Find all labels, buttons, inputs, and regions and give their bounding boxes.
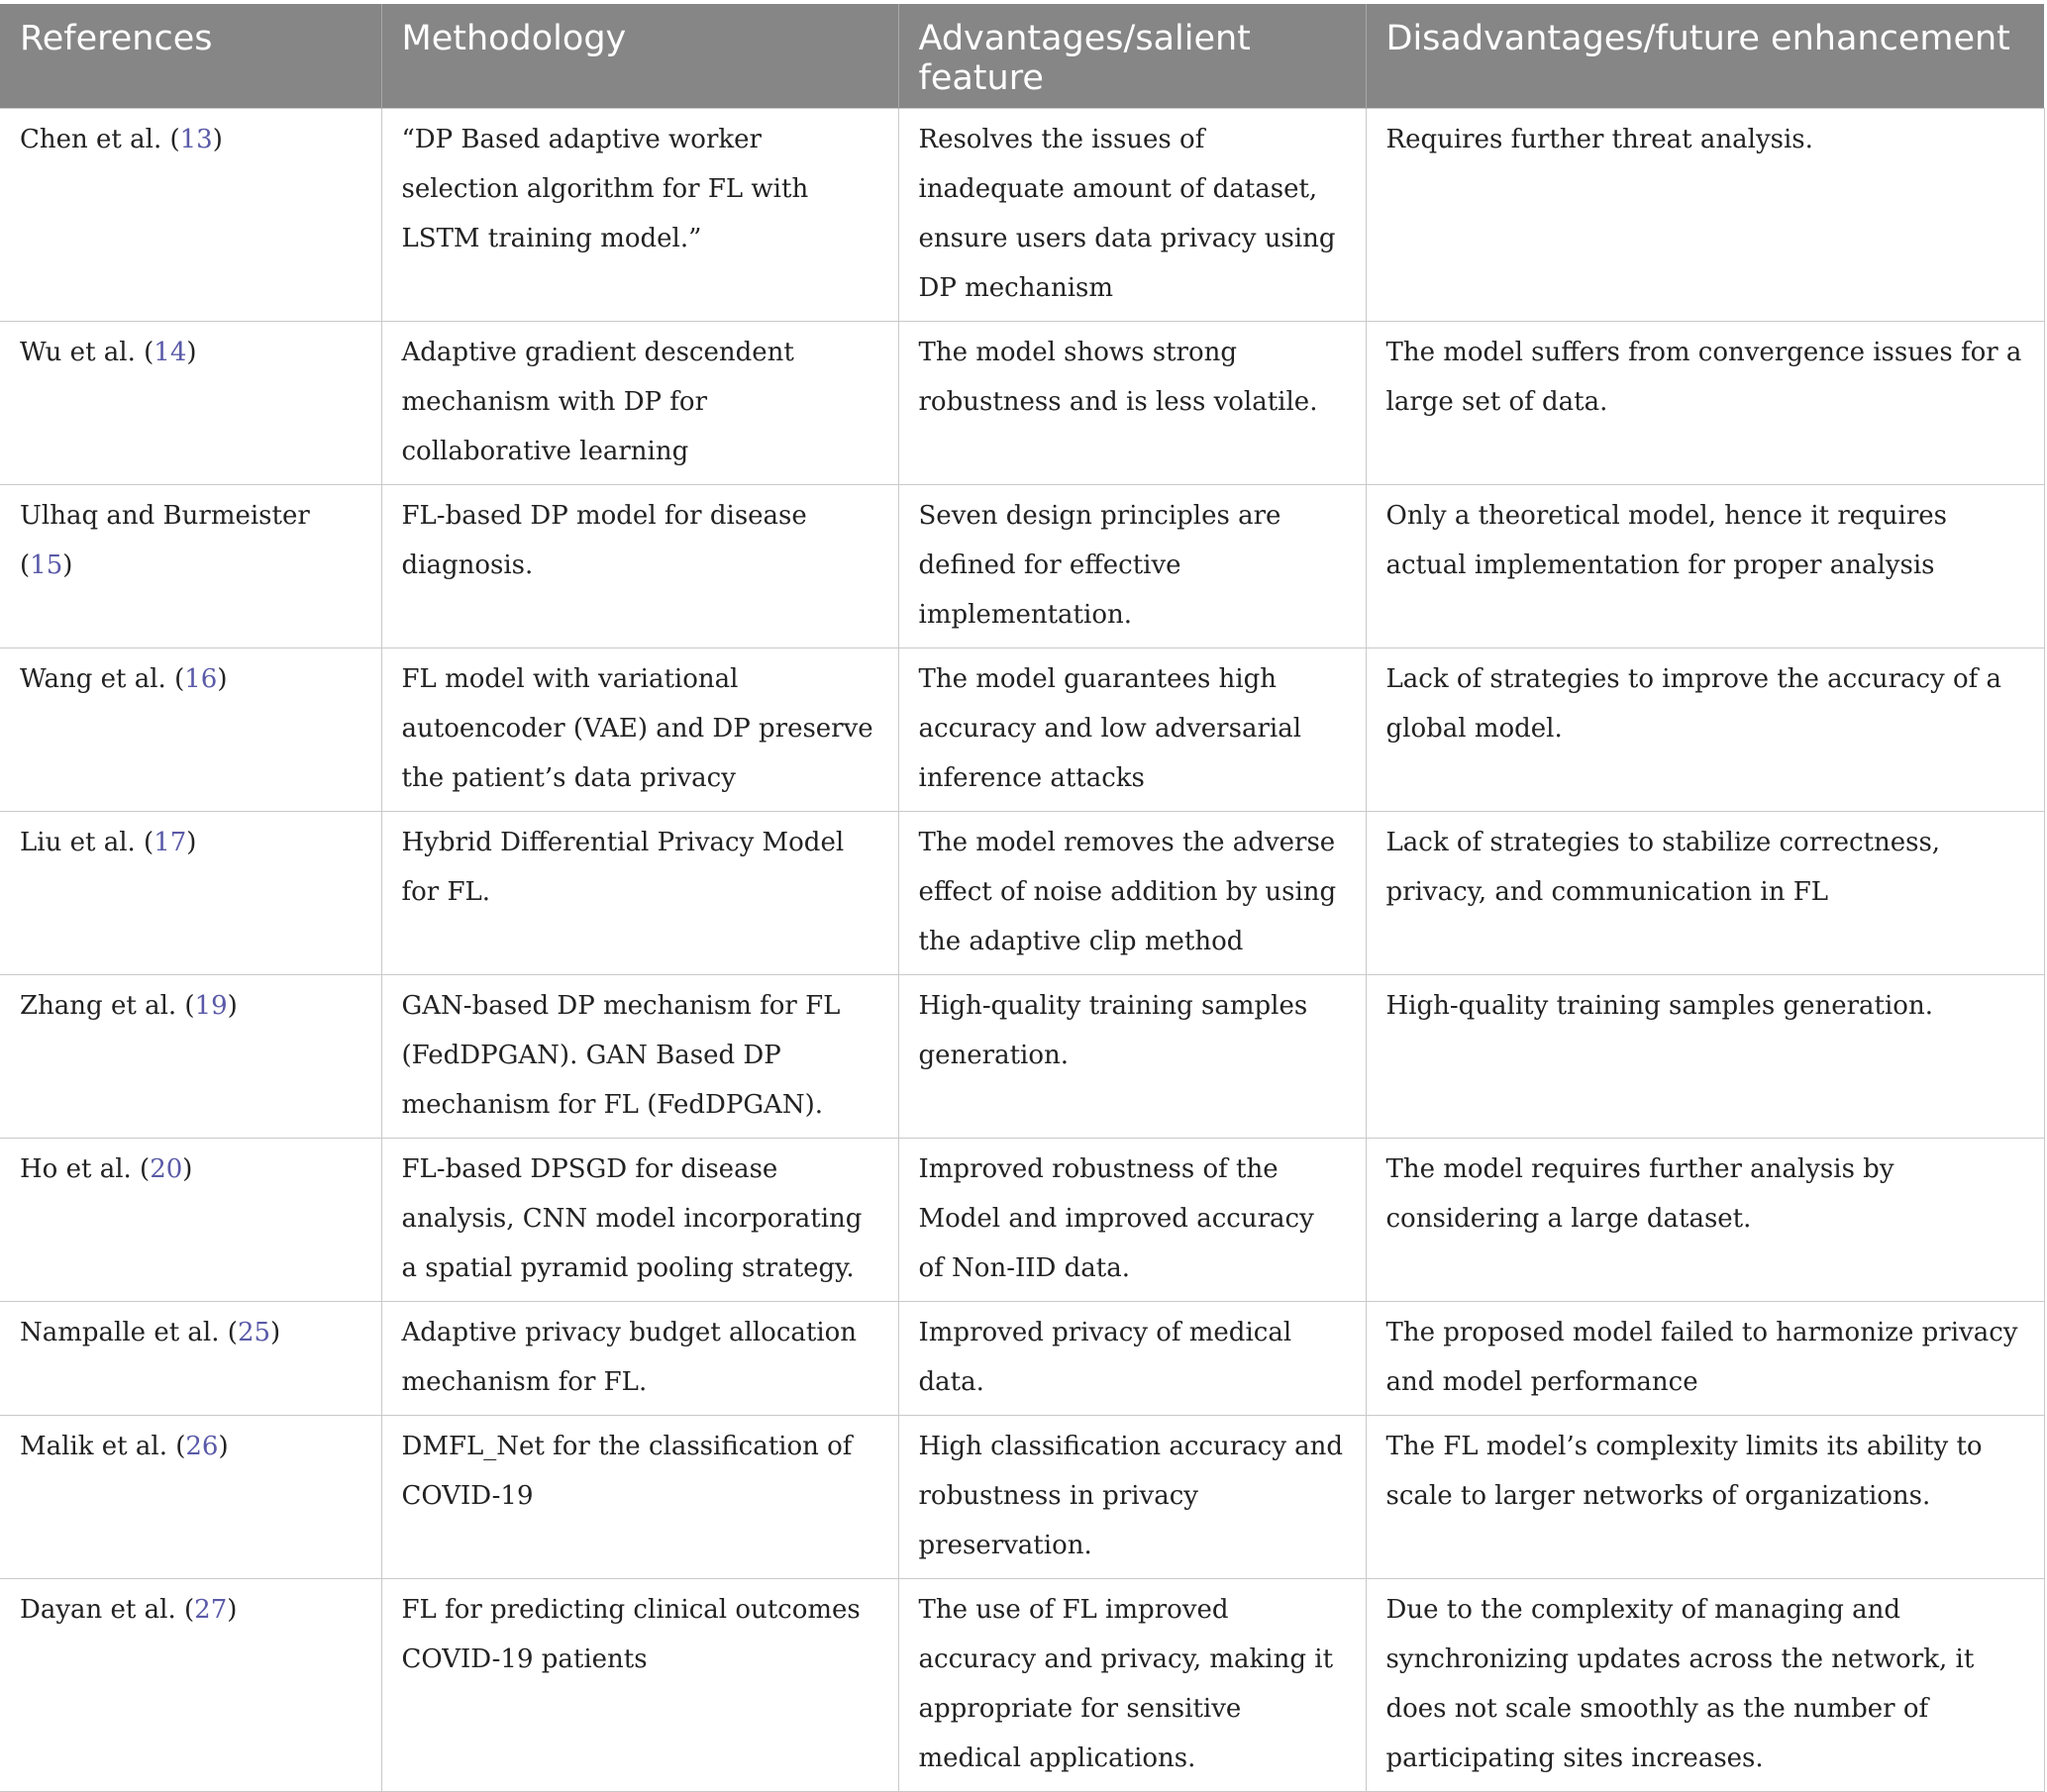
header-disadvantages: Disadvantages/future enhancement <box>1366 4 2044 109</box>
reference-name: Chen et al. <box>20 125 162 154</box>
table-row <box>0 975 2044 1139</box>
disadvantages-cell: Lack of strategies to stabilize correctness, privacy, and communication in FL <box>1366 812 2044 975</box>
reference-cell: Nampalle et al. (25) <box>0 1302 381 1416</box>
methodology-cell: FL for predicting clinical outcomes COVID-19 patients <box>381 1579 898 1792</box>
methodology-cell: Adaptive gradient descendent mechanism with DP for collaborative learning <box>381 322 898 485</box>
advantages-cell: The model guarantees high accuracy and low adversarial inference attacks <box>898 648 1366 812</box>
disadvantages-cell: The proposed model failed to harmonize privacy and model performance <box>1366 1302 2044 1416</box>
reference-cell: Zhang et al. (19) <box>0 975 381 1139</box>
comparison-table <box>0 4 2045 1792</box>
table-row <box>0 812 2044 975</box>
citation-link[interactable]: 26 <box>185 1432 219 1461</box>
table-row <box>0 322 2044 485</box>
table-header-row <box>0 4 2044 109</box>
citation-link[interactable]: 17 <box>154 828 187 857</box>
methodology-cell: Adaptive privacy budget allocation mechanism for FL. <box>381 1302 898 1416</box>
advantages-cell: Seven design principles are defined for effective implementation. <box>898 485 1366 648</box>
disadvantages-cell: The FL model’s complexity limits its ability to scale to larger networks of organizations. <box>1366 1416 2044 1579</box>
citation-link[interactable]: 13 <box>179 125 213 154</box>
methodology-cell: GAN-based DP mechanism for FL (FedDPGAN). GAN Based DP mechanism for FL (FedDPGAN). <box>381 975 898 1139</box>
citation-link[interactable]: 25 <box>237 1318 271 1347</box>
citation-link[interactable]: 14 <box>154 338 187 367</box>
reference-name: Ulhaq and Burmeister <box>20 501 310 531</box>
disadvantages-cell: The model requires further analysis by considering a large dataset. <box>1366 1139 2044 1302</box>
reference-cell: Dayan et al. (27) <box>0 1579 381 1792</box>
disadvantages-cell: Only a theoretical model, hence it requires actual implementation for proper analysis <box>1366 485 2044 648</box>
reference-name: Wu et al. <box>20 338 136 367</box>
citation-link[interactable]: 27 <box>194 1595 228 1625</box>
advantages-cell: High classification accuracy and robustness in privacy preservation. <box>898 1416 1366 1579</box>
citation-link[interactable]: 15 <box>30 550 63 580</box>
advantages-cell: Improved privacy of medical data. <box>898 1302 1366 1416</box>
reference-name: Nampalle et al. <box>20 1318 220 1347</box>
table-row <box>0 1416 2044 1579</box>
reference-cell: Wu et al. (14) <box>0 322 381 485</box>
table-row <box>0 109 2044 322</box>
advantages-cell: High-quality training samples generation. <box>898 975 1366 1139</box>
disadvantages-cell: Requires further threat analysis. <box>1366 109 2044 322</box>
reference-cell: Chen et al. (13) <box>0 109 381 322</box>
advantages-cell: The model shows strong robustness and is less volatile. <box>898 322 1366 485</box>
header-references: References <box>0 4 381 109</box>
reference-name: Zhang et al. <box>20 991 177 1021</box>
table-row <box>0 485 2044 648</box>
methodology-cell: DMFL_Net for the classification of COVID-19 <box>381 1416 898 1579</box>
table-row <box>0 1579 2044 1792</box>
header-advantages: Advantages/salient feature <box>898 4 1366 109</box>
reference-cell: Wang et al. (16) <box>0 648 381 812</box>
methodology-cell: “DP Based adaptive worker selection algorithm for FL with LSTM training model.” <box>381 109 898 322</box>
table-row <box>0 648 2044 812</box>
citation-link[interactable]: 19 <box>194 991 228 1021</box>
reference-name: Liu et al. <box>20 828 136 857</box>
reference-cell: Malik et al. (26) <box>0 1416 381 1579</box>
advantages-cell: The model removes the adverse effect of noise addition by using the adaptive clip method <box>898 812 1366 975</box>
reference-name: Dayan et al. <box>20 1595 176 1625</box>
table-row <box>0 1139 2044 1302</box>
citation-link[interactable]: 16 <box>184 664 218 694</box>
methodology-cell: FL-based DPSGD for disease analysis, CNN model incorporating a spatial pyramid pooling strategy. <box>381 1139 898 1302</box>
disadvantages-cell: Due to the complexity of managing and synchronizing updates across the network, it does not scale smoothly as the number of participating sites increases. <box>1366 1579 2044 1792</box>
disadvantages-cell: High-quality training samples generation. <box>1366 975 2044 1139</box>
reference-cell: Ulhaq and Burmeister (15) <box>0 485 381 648</box>
reference-name: Malik et al. <box>20 1432 167 1461</box>
methodology-cell: Hybrid Differential Privacy Model for FL. <box>381 812 898 975</box>
disadvantages-cell: The model suffers from convergence issues for a large set of data. <box>1366 322 2044 485</box>
citation-link[interactable]: 20 <box>150 1154 183 1184</box>
methodology-cell: FL-based DP model for disease diagnosis. <box>381 485 898 648</box>
reference-cell: Ho et al. (20) <box>0 1139 381 1302</box>
reference-name: Wang et al. <box>20 664 166 694</box>
header-methodology: Methodology <box>381 4 898 109</box>
table-row <box>0 1302 2044 1416</box>
reference-name: Ho et al. <box>20 1154 132 1184</box>
advantages-cell: Resolves the issues of inadequate amount of dataset, ensure users data privacy using DP mechanism <box>898 109 1366 322</box>
disadvantages-cell: Lack of strategies to improve the accuracy of a global model. <box>1366 648 2044 812</box>
reference-cell: Liu et al. (17) <box>0 812 381 975</box>
methodology-cell: FL model with variational autoencoder (VAE) and DP preserve the patient’s data privacy <box>381 648 898 812</box>
advantages-cell: The use of FL improved accuracy and privacy, making it appropriate for sensitive medical applications. <box>898 1579 1366 1792</box>
advantages-cell: Improved robustness of the Model and improved accuracy of Non-IID data. <box>898 1139 1366 1302</box>
